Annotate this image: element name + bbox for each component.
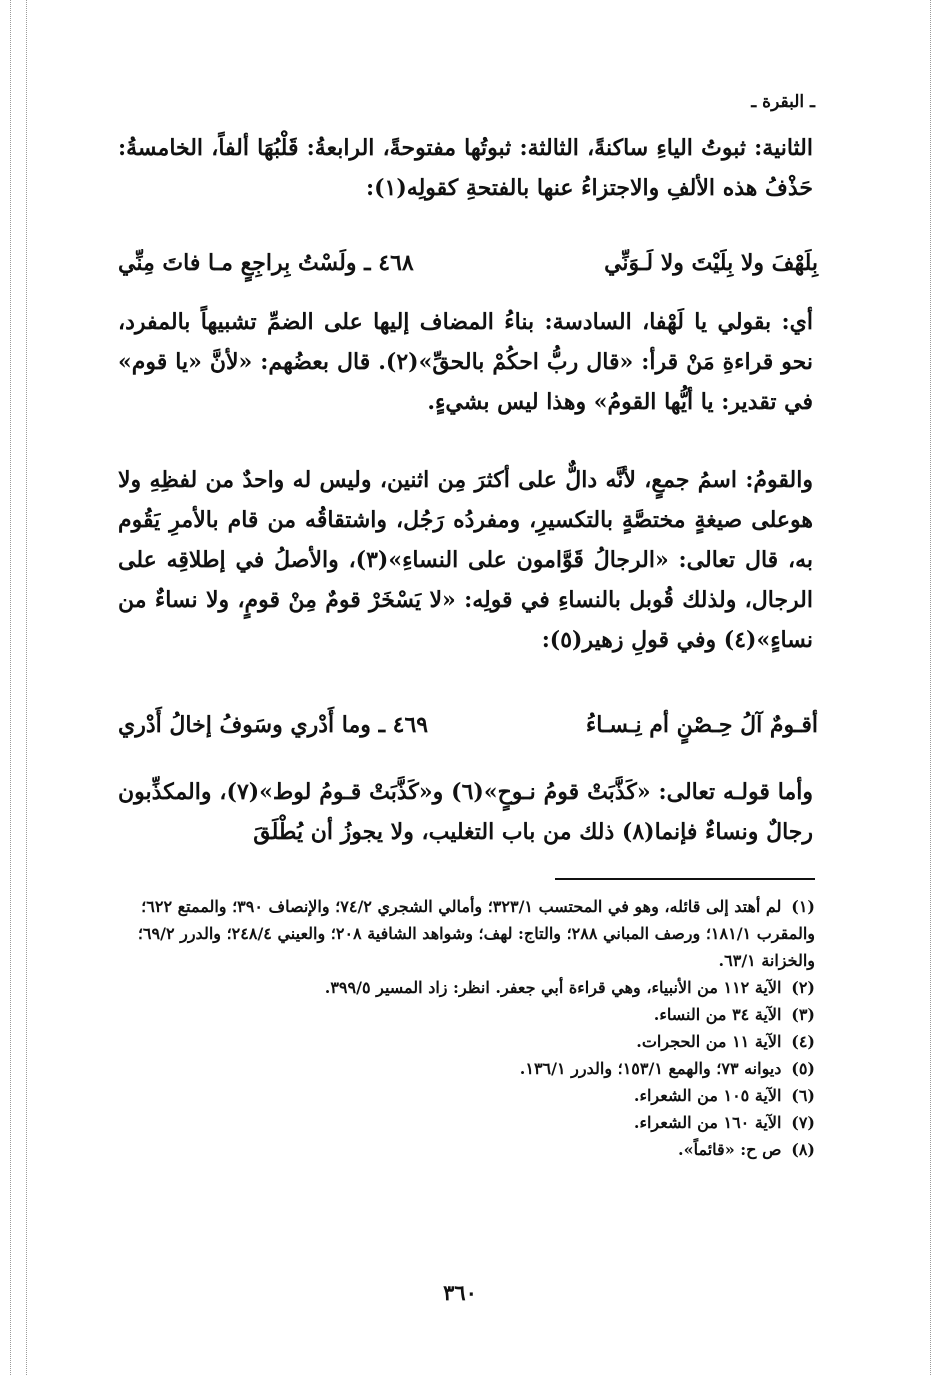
footnote-8: [118, 1136, 815, 1163]
running-header: ـ البقرة ـ: [751, 92, 815, 112]
footnote-3: [118, 1001, 815, 1028]
verse-468-hemistich-1: ولَسْتُ بِراجِعٍ مـا فاتَ مِنِّي: [118, 250, 357, 276]
footnote-4: [118, 1028, 815, 1055]
footnote-number: (٧): [791, 1113, 815, 1132]
footnotes: [118, 893, 815, 1163]
page-number: ٣٦٠: [443, 1280, 477, 1305]
verse-469: [118, 712, 818, 738]
footnote-number: (١): [791, 897, 815, 916]
footnote-text: الآية ١٦٠ من الشعراء.: [633, 1113, 782, 1132]
verse-469-hemistich-2: أقـومٌ آلُ حِـصْنٍ أم نِـسـاءُ: [585, 712, 818, 738]
footnote-number: (٥): [791, 1059, 815, 1078]
verse-469-number: ٤٦٩ ـ: [378, 712, 429, 738]
footnote-1: [118, 893, 815, 974]
footnote-text: الآية ١٠٥ من الشعراء.: [633, 1086, 782, 1105]
footnote-text: الآية ١١٢ من الأنبياء، وهي قراءة أبي جعفر. انظر: زاد المسير ٣٩٩/٥.: [324, 978, 782, 997]
verse-469-first-hemistich: [118, 712, 428, 738]
footnote-text: ديوانه ٧٣؛ والهمع ١٥٣/١؛ والدرر ١٣٦/١.: [519, 1059, 782, 1078]
verse-469-hemistich-1: وما أَدْري وسَوفُ إخالُ أَدْري: [118, 712, 371, 738]
footnote-text: لم أهتد إلى قائله، وهو في المحتسب ٣٢٣/١؛ وأمالي الشجري ٧٤/٢؛ والإنصاف ٣٩٠؛ والممتع ٦٢٢؛ والمقرب ١٨١/١؛ ورصف المباني ٢٨٨؛ والتاج: لهف؛ وشواهد الشافية ٢٠٨؛ والعيني ٢٤٨/٤؛ والدرر ٦٩/٢؛ والخزانة ٦٣/١.: [137, 897, 815, 970]
verse-468: [118, 250, 818, 276]
footnote-5: [118, 1055, 815, 1082]
footnote-separator: [555, 878, 815, 880]
paragraph-3: والقومُ: اسمُ جمعٍ، لأنَّه دالٌّ على أكثرَ مِن اثنين، وليس له واحدٌ من لفظِهِ ولا هوعلى صيغةٍ مختصَّةٍ بالتكسيرِ، ومفردُه رَجُل، واشتقاقُه من قام بالأمرِ يَقُوم به، قال تعالى: «الرجالُ قَوَّامون على النساءِ»(٣)، والأصلُ في إطلاقِه على الرجال، ولذلك قُوبل بالنساءِ في قولِه: «لا يَسْخَرْ قومٌ مِنْ قومٍ، ولا نساءٌ من نساءٍ»(٤) وفي قولِ زهير(٥):: [118, 467, 814, 653]
footnote-6: [118, 1082, 815, 1109]
footnote-2: [118, 974, 815, 1001]
footnote-text: ص ح: «قائماً».: [678, 1140, 782, 1159]
scan-edge-right: [930, 0, 931, 1375]
scan-edge-left-inner: [26, 0, 27, 1375]
verse-468-number: ٤٦٨ ـ: [364, 250, 414, 276]
verse-468-hemistich-2: بِلَهْفَ ولا بِلَيْتَ ولا لَـوَنِّي: [604, 250, 818, 276]
paragraph-4: وأما قولـه تعالى: «كَذَّبَتْ قومُ نـوحٍ»(٦) و«كَذَّبَتْ قـومُ لوط»(٧)، والمكذِّبون رجالٌ ونساءٌ فإنما(٨) ذلك من باب التغليب، ولا يجوزُ أن يُطْلَقَ: [118, 779, 813, 845]
paragraph-1: الثانية: ثبوتُ الياءِ ساكنةً، الثالثة: ثبوتُها مفتوحةً، الرابعةُ: قَلْبُهَا ألفاً، الخامسةُ: حَذْفُ هذه الألفِ والاجتزاءُ عنها بالفتحةِ كقولِه(١):: [118, 135, 813, 201]
footnote-text: الآية ١١ من الحجرات.: [636, 1032, 782, 1051]
footnote-number: (٢): [791, 978, 815, 997]
footnote-number: (٨): [791, 1140, 815, 1159]
footnote-7: [118, 1109, 815, 1136]
footnote-number: (٦): [791, 1086, 815, 1105]
scan-edge-left: [10, 0, 11, 1375]
paragraph-2: أي: بقولي يا لَهْفا، السادسة: بناءُ المضاف إليها على الضمِّ تشبيهاً بالمفرد، نحو قراءةِ مَنْ قرأ: «قال ربُّ احكُمْ بالحقِّ»(٢). قال بعضُهم: «لأنَّ «يا قوم» في تقدير: يا أيُّها القومُ» وهذا ليس بشيءٍ.: [118, 309, 813, 415]
footnote-number: (٤): [791, 1032, 815, 1051]
footnote-number: (٣): [791, 1005, 815, 1024]
footnote-text: الآية ٣٤ من النساء.: [653, 1005, 782, 1024]
verse-468-first-hemistich: [118, 250, 414, 276]
